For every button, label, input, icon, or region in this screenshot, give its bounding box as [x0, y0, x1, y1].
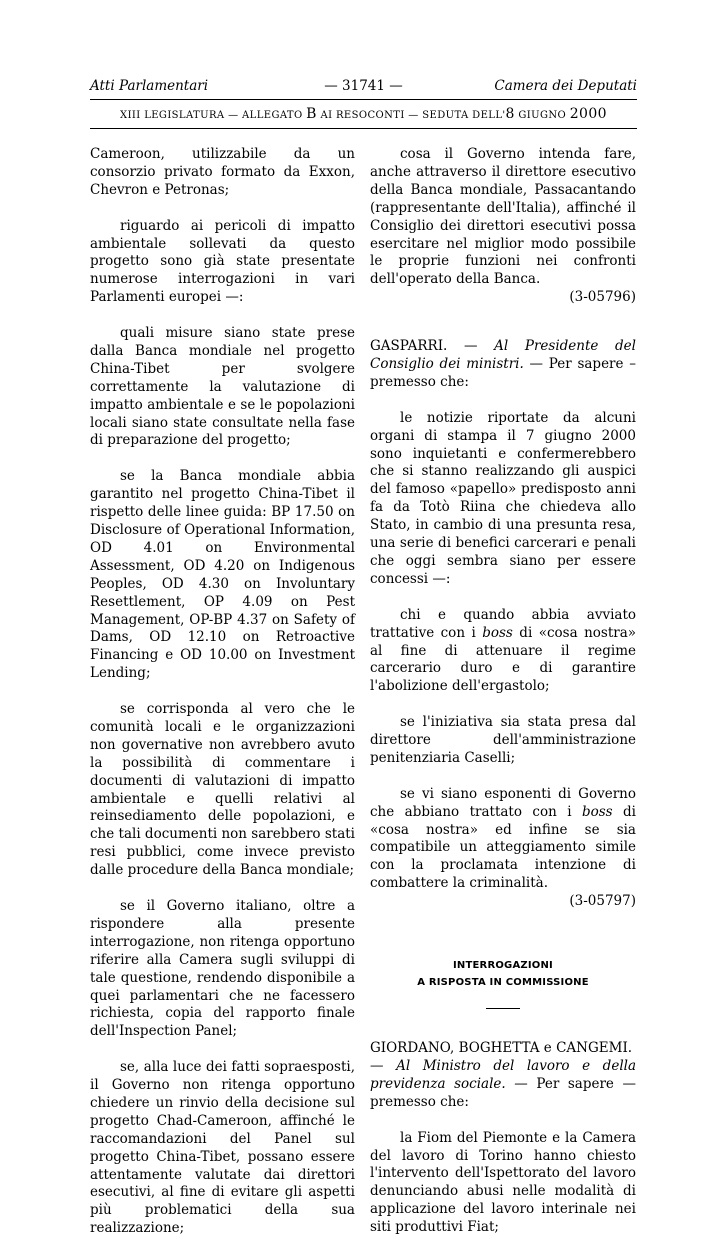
header-chamber: Camera dei Deputati [494, 78, 637, 94]
italic-term: boss [581, 803, 613, 820]
section-title: INTERROGAZIONI [453, 960, 553, 972]
header-rule [90, 99, 637, 100]
paragraph: se il Governo italiano, oltre a rispondere alla presente interrogazione, non ritenga opportuno riferire alla Camera sugli sviluppi di tale questione, rendendo disponibile a quei parlamentari che ne facessero richiesta, copia del rapporto finale dell'Inspection Panel; [90, 897, 355, 1040]
paragraph: riguardo ai pericoli di impatto ambientale sollevati da questo progetto sono già state presentate numerose interrogazioni in vari Parlamenti europei —: [90, 217, 355, 306]
section-subtitle: A RISPOSTA IN COMMISSIONE [417, 977, 589, 989]
section-rule [486, 1008, 520, 1009]
paragraph: la Fiom del Piemonte e la Camera del lavoro di Torino hanno chiesto l'intervento dell'Ispettorato del lavoro denunciando abusi nelle modalità di applicazione del lavoro interinale nei siti produttivi Fiat; [370, 1129, 636, 1236]
paragraph: quali misure siano state prese dalla Banca mondiale nel progetto China-Tibet per svolgere correttamente la valutazione di impatto ambientale e se le popolazioni locali siano state consultate nella fase di preparazione del progetto; [90, 325, 355, 449]
addressee: Al Presidente del Consiglio dei ministri. [370, 338, 636, 373]
text-run: di «cosa nostra» ed infine se sia compatibile un atteggiamento simile con la proclamata intenzione di combattere la criminalità. [370, 803, 636, 892]
text-run: di «cosa nostra» al fine di attenuare il regime carcerario duro e di garantire l'abolizione dell'ergastolo; [370, 624, 636, 695]
interrogation-heading [370, 338, 636, 392]
header-page-number: — 31741 — [324, 78, 403, 94]
subheader-part1: XIII LEGISLATURA — ALLEGATO [120, 110, 307, 121]
italic-term: boss [482, 624, 513, 641]
heading-tail: — Per sapere — premesso che: [370, 1075, 636, 1110]
paragraph: cosa il Governo intenda fare, anche attraverso il direttore esecutivo della Banca mondiale, Passacantando (rappresentante dell'Italia), affinché il Consiglio dei direttori esecutivi possa esercitare nel miglior modo possibile le proprie funzioni nei confronti dell'operato della Banca. [370, 146, 636, 288]
subheader-rule [90, 128, 637, 129]
left-column [90, 146, 355, 1238]
paragraph [370, 607, 636, 697]
text-run: se vi siano esponenti di Governo che abbiano trattato con i [370, 785, 636, 820]
interrogator-name: GASPARRI. — [370, 338, 495, 355]
paragraph: se l'iniziativa sia stata presa dal direttore dell'amministrazione penitenziaria Caselli; [370, 714, 636, 766]
text-run: chi e quando abbia avviato trattative con i [370, 606, 636, 641]
subheader-part3: GIUGNO [514, 110, 570, 121]
paragraph: se, alla luce dei fatti sopraesposti, il Governo non ritenga opportuno chiedere un rinvio della decisione sul progetto Chad-Cameroon, affinché le raccomandazioni del Panel sul progetto China-Tibet, possano essere attentamente valutate dai direttori esecutivi, al fine di evitare gli aspetti più problematici della sua realizzazione; [90, 1059, 355, 1237]
subheader-part2: AI RESOCONTI — SEDUTA DELL' [316, 110, 506, 121]
heading-tail: — Per sapere – premesso che: [370, 356, 636, 390]
subheader-day: 8 [505, 106, 515, 122]
subheader-year: 2000 [569, 106, 607, 122]
question-reference: (3-05797) [569, 893, 636, 910]
section-spacer [370, 911, 636, 957]
paragraph: le notizie riportate da alcuni organi di stampa il 7 giugno 2000 sono inquietanti e confermerebbero che si stanno realizzando gli auspici del famoso «papello» predisposto anni fa da Totò Riina che chiedeva allo Stato, in cambio di una presunta resa, una serie di benefici carcerari e penali che oggi sembra siano per essere concessi —: [370, 409, 636, 587]
paragraph: Cameroon, utilizzabile da un consorzio privato formato da Exxon, Chevron e Petronas; [90, 146, 355, 198]
paragraph: se corrisponda al vero che le comunità locali e le organizzazioni non governative non avrebbero avuto la possibilità di commentare i documenti di valutazioni di impatto ambientale e quelli relativi al reinsediamento delle popolazioni, e che tali documenti non sarebbero stati resi pubblici, come invece previsto dalle procedure della Banca mondiale; [90, 701, 355, 879]
paragraph: se la Banca mondiale abbia garantito nel progetto China-Tibet il rispetto delle linee guida: BP 17.50 on Disclosure of Operational Information, OD 4.01 on Environmental Assessment, OD 4.20 on Indigenous Peoples, OD 4.30 on Involuntary Resettlement, OP 4.09 on Pest Management, OP-BP 4.37 on Safety of Dams, OD 12.10 on Retroactive Financing e OD 10.00 on Investment Lending; [90, 468, 355, 682]
addressee: — Al Ministro del lavoro e della previdenza sociale. [370, 1058, 636, 1092]
right-column [370, 146, 636, 1237]
page-header [90, 78, 637, 100]
paragraph [370, 786, 636, 893]
header-publication: Atti Parlamentari [90, 78, 209, 94]
session-subheader [90, 106, 637, 122]
interrogator-names: GIORDANO, BOGHETTA e CANGEMI. [370, 1040, 633, 1057]
interrogation-heading [370, 1058, 636, 1112]
question-reference: (3-05796) [569, 289, 636, 306]
subheader-letter: B [306, 106, 317, 122]
